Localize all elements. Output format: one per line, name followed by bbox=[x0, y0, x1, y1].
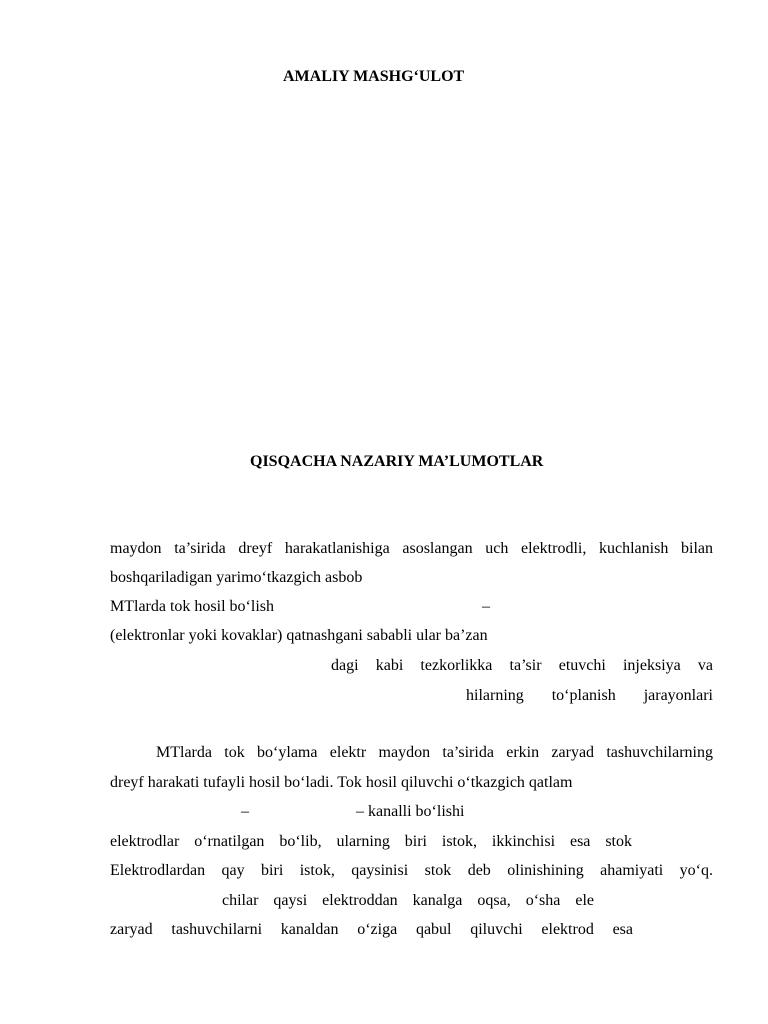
paragraph-line: MTlarda tok bo‘ylama elektr maydon ta’sirida erkin zaryad tashuvchilarning bbox=[156, 744, 713, 761]
paragraph-line: maydon ta’sirida dreyf harakatlanishiga asoslangan uch elektrodli, kuchlanish bilan bbox=[110, 540, 713, 557]
paragraph-line: Elektrodlardan qay biri istok, qaysinisi stok deb olinishining ahamiyati yo‘q. bbox=[110, 862, 713, 879]
paragraph-line: dagi kabi tezkorlikka ta’sir etuvchi injeksiya va bbox=[331, 657, 713, 674]
paragraph-line: (elektronlar yoki kovaklar) qatnashgani sababli ular ba’zan bbox=[110, 627, 488, 644]
paragraph-line: boshqariladigan yarimo‘tkazgich asbob bbox=[110, 569, 363, 586]
paragraph-line: elektrodlar o‘rnatilgan bo‘lib, ularning biri istok, ikkinchisi esa stok bbox=[110, 833, 632, 850]
document-title: AMALIY MASHG‘ULOT bbox=[283, 68, 465, 85]
paragraph-line: MTlarda tok hosil bo‘lish bbox=[110, 598, 274, 615]
paragraph-line: chilar qaysi elektroddan kanalga oqsa, o‘sha ele bbox=[222, 892, 594, 909]
paragraph-line: zaryad tashuvchilarni kanaldan o‘ziga qabul qiluvchi elektrod esa bbox=[110, 921, 633, 938]
paragraph-dash: – bbox=[241, 803, 249, 820]
paragraph-line: – kanalli bo‘lishi bbox=[356, 803, 465, 820]
paragraph-line: dreyf harakati tufayli hosil bo‘ladi. Tok hosil qiluvchi o‘tkazgich qatlam bbox=[110, 774, 573, 791]
paragraph-line: hilarning to‘planish jarayonlari bbox=[466, 687, 713, 704]
paragraph-dash: – bbox=[482, 598, 490, 615]
section-heading: QISQACHA NAZARIY MA’LUMOTLAR bbox=[250, 453, 544, 470]
